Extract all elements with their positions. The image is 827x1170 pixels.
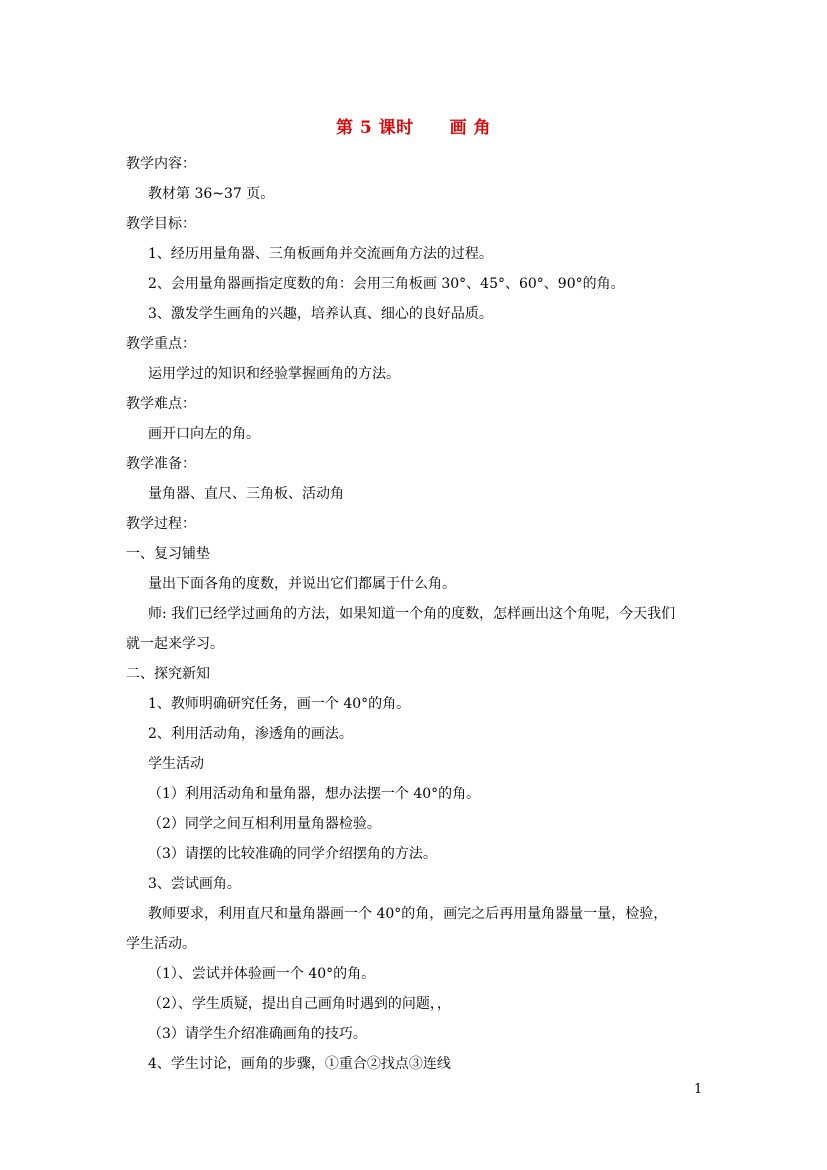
list-item: 2、会用量角器画指定度数的角：会用三角板画 30°、45°、60°、90°的角。 bbox=[148, 276, 625, 292]
list-item: （3）请摆的比较准确的同学介绍摆角的方法。 bbox=[148, 846, 437, 862]
list-item: 1、教师明确研究任务，画一个 40°的角。 bbox=[148, 696, 411, 712]
lesson-plan-body bbox=[126, 149, 706, 1079]
text-line: 学生活动 bbox=[148, 756, 204, 772]
text-line: 学生活动。 bbox=[126, 936, 196, 952]
text-line: 教材第 36~37 页。 bbox=[148, 186, 275, 202]
lesson-number: 第 5 课时 bbox=[335, 118, 414, 138]
text-line: 师: 我们已经学过画角的方法，如果知道一个角的度数，怎样画出这个角呢，今天我们 bbox=[148, 606, 676, 622]
list-item: 1、经历用量角器、三角板画角并交流画角方法的过程。 bbox=[148, 246, 493, 262]
list-item: 3、尝试画角。 bbox=[148, 876, 241, 892]
list-item: （3）请学生介绍准确画角的技巧。 bbox=[148, 1026, 367, 1042]
heading-content: 教学内容： bbox=[126, 156, 196, 172]
text-line: 画开口向左的角。 bbox=[148, 426, 260, 442]
list-item: 2、利用活动角，渗透角的画法。 bbox=[148, 726, 353, 742]
heading-process: 教学过程： bbox=[126, 516, 196, 532]
lesson-topic: 画 角 bbox=[449, 118, 492, 138]
list-item: （2）同学之间互相利用量角器检验。 bbox=[148, 816, 381, 832]
text-line: 量角器、直尺、三角板、活动角 bbox=[148, 486, 344, 502]
page-title bbox=[0, 113, 827, 138]
heading-difficulties: 教学难点： bbox=[126, 396, 196, 412]
list-item: （2）、学生质疑，提出自己画角时遇到的问题，， bbox=[148, 996, 451, 1012]
text-line: 就一起来学习。 bbox=[126, 636, 224, 652]
text-line: 运用学过的知识和经验掌握画角的方法。 bbox=[148, 366, 400, 382]
section-heading: 一、复习铺垫 bbox=[126, 546, 210, 562]
page-number: 1 bbox=[694, 1082, 703, 1097]
section-heading: 二、探究新知 bbox=[126, 666, 210, 682]
heading-preparation: 教学准备： bbox=[126, 456, 196, 472]
list-item: 4、学生讨论，画角的步骤，①重合②找点③连线 bbox=[148, 1056, 451, 1072]
text-line: 量出下面各角的度数，并说出它们都属于什么角。 bbox=[148, 576, 456, 592]
heading-key-points: 教学重点： bbox=[126, 336, 196, 352]
list-item: （1）、尝试并体验画一个 40°的角。 bbox=[148, 966, 376, 982]
heading-objectives: 教学目标： bbox=[126, 216, 196, 232]
list-item: 3、激发学生画角的兴趣，培养认真、细心的良好品质。 bbox=[148, 306, 493, 322]
text-line: 教师要求，利用直尺和量角器画一个 40°的角，画完之后再用量角器量一量，检验， bbox=[148, 906, 668, 922]
list-item: （1）利用活动角和量角器，想办法摆一个 40°的角。 bbox=[148, 786, 481, 802]
